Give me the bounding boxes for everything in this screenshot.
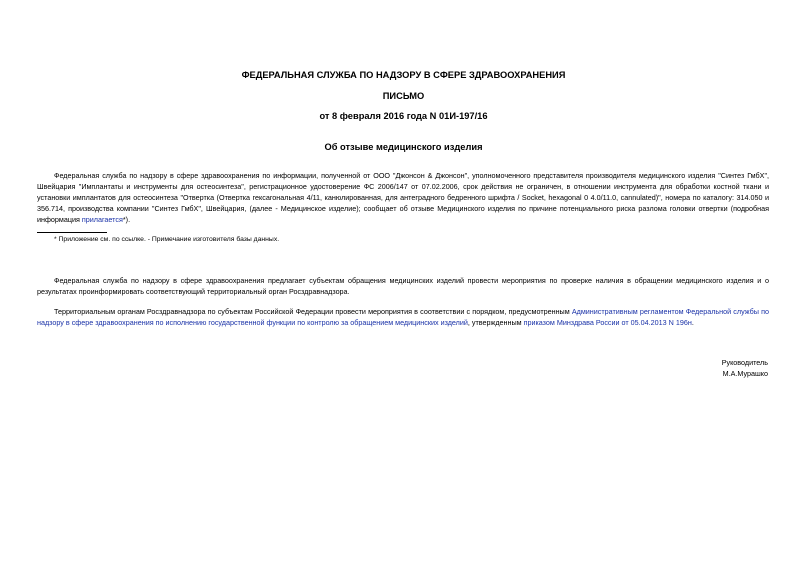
signature-title: Руководитель <box>721 358 768 367</box>
attachment-link[interactable]: прилагается <box>81 215 123 224</box>
paragraph-3 <box>37 306 769 328</box>
document-date-number: от 8 февраля 2016 года N 01И-197/16 <box>319 111 488 121</box>
regulation-link[interactable]: Административным регламентом Федеральной службы по надзору в сфере здравоохранения по исполнению государственной функции по контролю за обращением медицинских изделий <box>37 307 769 327</box>
paragraph-3-end: . <box>691 318 694 327</box>
footnote: * Приложение см. по ссылке. - Примечание изготовителя базы данных. <box>54 236 280 243</box>
paragraph-1-text: Федеральная служба по надзору в сфере здравоохранения по информации, полученной от ООО "Джонсон & Джонсон", уполномоченного представителя производителя медицинского изделия "Синтез ГмбХ", Швейцария "Имплантаты и инструменты для остеосинтеза", регистрационное удостоверение ФС 2006/147 от 07.02.2006, срок действия не ограничен, в отношении инструмента для обработки костной ткани и установки имплантатов для остеосинтеза "Отвертка (Отвертка гексагональная 4/11, канюлированная, для антеградного бедренного шрифта / Socket, hexagonal 0 4.0/11.0, cannulated)", номера по каталогу: 314.050 и 356.714, производства компании "Синтез ГмбХ", Швейцария, (далее - Медицинское изделие); сообщает об отзыве Медицинского изделия по причине потенциального риска разлома головки отвертки (подробная информация <box>37 171 769 224</box>
paragraph-2: Федеральная служба по надзору в сфере здравоохранения предлагает субъектам обращения медицинских изделий провести мероприятия по проверке наличия в обращении медицинского изделия и о результатах проинформировать соответствующий территориальный орган Росздравнадзора. <box>37 276 769 296</box>
agency-title: ФЕДЕРАЛЬНАЯ СЛУЖБА ПО НАДЗОРУ В СФЕРЕ ЗДРАВООХРАНЕНИЯ <box>241 70 566 80</box>
document-type: ПИСЬМО <box>382 91 425 101</box>
signature-name: М.А.Мурашко <box>722 369 768 378</box>
order-link[interactable]: приказом Минздрава России от 05.04.2013 N 196н <box>523 318 692 327</box>
footnote-divider <box>37 232 107 233</box>
paragraph-1 <box>37 170 769 225</box>
paragraph-3-text: Территориальным органам Росздравнадзора по субъектам Российской Федерации провести мероприятия в соответствии с порядком, предусмотренным <box>54 307 572 316</box>
paragraph-3-mid: , утвержденным <box>467 318 524 327</box>
document-subject: Об отзыве медицинского изделия <box>324 142 483 152</box>
paragraph-1-tail: *). <box>122 215 131 224</box>
